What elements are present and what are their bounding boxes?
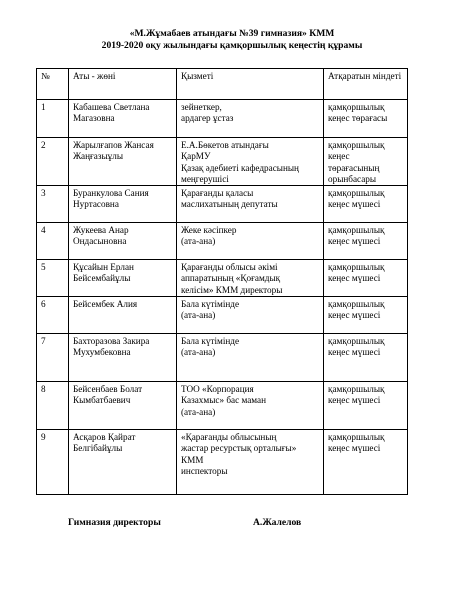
table-row [37, 430, 408, 495]
cell-role-line: қамқоршылық [328, 140, 385, 150]
cell-role [324, 223, 408, 260]
cell-role-line: қамқоршылық [328, 299, 385, 310]
cell-name-line: Магазовна [73, 113, 115, 124]
cell-name-line: Кымбатбаевич [73, 395, 131, 406]
cell-name-line: Белгібайұлы [73, 443, 123, 454]
cell-position [177, 334, 324, 382]
director-title: Гимназия директоры [68, 517, 161, 528]
cell-role-line: кеңес мүшесі [328, 199, 381, 210]
cell-name-line: Нуртасовна [73, 199, 119, 210]
document-title: «М.Жұмабаев атындағы №39 гимназия» КММ [129, 28, 335, 39]
cell-role-line: кеңес мүшесі [328, 236, 381, 247]
cell-position [177, 186, 324, 223]
cell-role [324, 186, 408, 223]
cell-name-line: Мухумбековна [73, 347, 131, 358]
cell-number: 3 [37, 186, 69, 223]
cell-position-line: келісім» КММ директоры [181, 284, 283, 295]
cell-position [177, 430, 324, 495]
cell-name-line: Ондасыновна [73, 236, 127, 247]
cell-name-line: Жарылғапов Жансая [73, 140, 154, 150]
cell-position-line: маслихатының депутаты [181, 199, 278, 210]
cell-role [324, 100, 408, 138]
cell-position-line: ҚарМУ [181, 151, 211, 162]
cell-name-line: Жукеева Анар [73, 225, 129, 236]
cell-name-line: Жаңғазыұлы [73, 151, 123, 162]
cell-position-line: (ата-ана) [181, 310, 216, 321]
board-members-table [36, 68, 408, 495]
cell-role-line: қамқоршылық [328, 336, 385, 347]
cell-position-line: Бала күтімінде [181, 299, 240, 310]
table-row [37, 297, 408, 334]
cell-name [69, 100, 177, 138]
cell-position-line: Қарағанды қаласы [181, 188, 254, 199]
cell-role-line: қамқоршылық [328, 384, 385, 395]
cell-role [324, 260, 408, 297]
table-row [37, 223, 408, 260]
cell-role-line: қамқоршылық [328, 432, 385, 443]
table-row [37, 138, 408, 186]
cell-role [324, 297, 408, 334]
cell-position-line: Қазақ әдебиеті кафедрасының [181, 162, 299, 173]
cell-position [177, 138, 324, 186]
cell-position-line: жастар ресурстық орталығы» [181, 443, 297, 454]
cell-name-line: Кабашева Светлана [73, 102, 150, 112]
cell-name [69, 138, 177, 186]
column-header-role: Атқаратын міндеті [324, 69, 408, 100]
cell-position-line: Бала күтімінде [181, 336, 240, 347]
cell-name [69, 334, 177, 382]
cell-name-line: Асқаров Қайрат [73, 432, 136, 443]
cell-role [324, 382, 408, 430]
column-header-number: № [37, 69, 69, 100]
cell-name [69, 297, 177, 334]
cell-role-line: кеңес мүшесі [328, 310, 381, 321]
cell-role-line: кеңес төрағасы [328, 113, 388, 124]
cell-position-line: ардагер ұстаз [181, 113, 234, 124]
cell-name [69, 260, 177, 297]
cell-position-line: Казахмыс» бас маман [181, 395, 267, 406]
cell-position-line: зейнеткер, [181, 102, 222, 112]
column-header-name: Аты - жөні [69, 69, 177, 100]
table-row [37, 186, 408, 223]
cell-position [177, 297, 324, 334]
cell-name [69, 382, 177, 430]
cell-role [324, 334, 408, 382]
cell-name [69, 186, 177, 223]
cell-position-line: (ата-ана) [181, 236, 216, 247]
cell-role-line: қамқоршылық [328, 188, 385, 199]
table-row [37, 334, 408, 382]
cell-number: 2 [37, 138, 69, 186]
cell-number: 8 [37, 382, 69, 430]
cell-position [177, 260, 324, 297]
table-header-row [37, 69, 408, 100]
cell-role [324, 430, 408, 495]
document-subtitle: 2019-2020 оқу жылындағы қамқоршылық кеңестің құрамы [101, 40, 363, 51]
cell-name-line: Бейсембайұлы [73, 273, 131, 284]
cell-position [177, 223, 324, 260]
cell-position-line: (ата-ана) [181, 406, 216, 417]
cell-position-line: аппаратының «Қоғамдық [181, 273, 281, 284]
cell-number: 1 [37, 100, 69, 138]
cell-role-line: қамқоршылық [328, 102, 385, 112]
cell-position-line: Е.А.Бөкетов атындағы [181, 140, 269, 150]
cell-position-line: инспекторы [181, 465, 228, 476]
cell-name-line: Буранкулова Сания [73, 188, 149, 199]
cell-number: 6 [37, 297, 69, 334]
cell-role-line: кеңес мүшесі [328, 443, 381, 454]
cell-name-line: Бейсембек Алия [73, 299, 138, 310]
cell-role-line: қамқоршылық [328, 262, 385, 273]
cell-role-line: қамқоршылық [328, 225, 385, 236]
cell-position-line: КММ [181, 454, 204, 465]
cell-position [177, 100, 324, 138]
cell-role-line: кеңес мүшесі [328, 273, 381, 284]
cell-role-line: төрағасының [328, 162, 380, 173]
cell-role-line: кеңес мүшесі [328, 347, 381, 358]
cell-role-line: орынбасары [328, 173, 377, 184]
cell-position-line: Жеке кәсіпкер [181, 225, 237, 236]
cell-number: 4 [37, 223, 69, 260]
cell-position [177, 382, 324, 430]
director-name: А.Жалелов [253, 517, 302, 528]
cell-position-line: Қарағанды облысы әкімі [181, 262, 278, 273]
cell-role [324, 138, 408, 186]
table-row [37, 100, 408, 138]
cell-number: 7 [37, 334, 69, 382]
cell-name-line: Құсайын Ерлан [73, 262, 134, 273]
cell-position-line: ТОО «Корпорация [181, 384, 254, 395]
cell-position-line: меңгерушісі [181, 173, 229, 184]
cell-name [69, 430, 177, 495]
column-header-position: Қызметі [177, 69, 324, 100]
cell-position-line: «Қарағанды облысының [181, 432, 277, 443]
cell-name [69, 223, 177, 260]
cell-number: 9 [37, 430, 69, 495]
cell-name-line: Бейсенбаев Болат [73, 384, 143, 395]
cell-name-line: Бахторазова Закира [73, 336, 150, 347]
cell-number: 5 [37, 260, 69, 297]
table-row [37, 382, 408, 430]
cell-role-line: кеңес [328, 151, 350, 162]
cell-position-line: (ата-ана) [181, 347, 216, 358]
cell-role-line: кеңес мүшесі [328, 395, 381, 406]
table-row [37, 260, 408, 297]
